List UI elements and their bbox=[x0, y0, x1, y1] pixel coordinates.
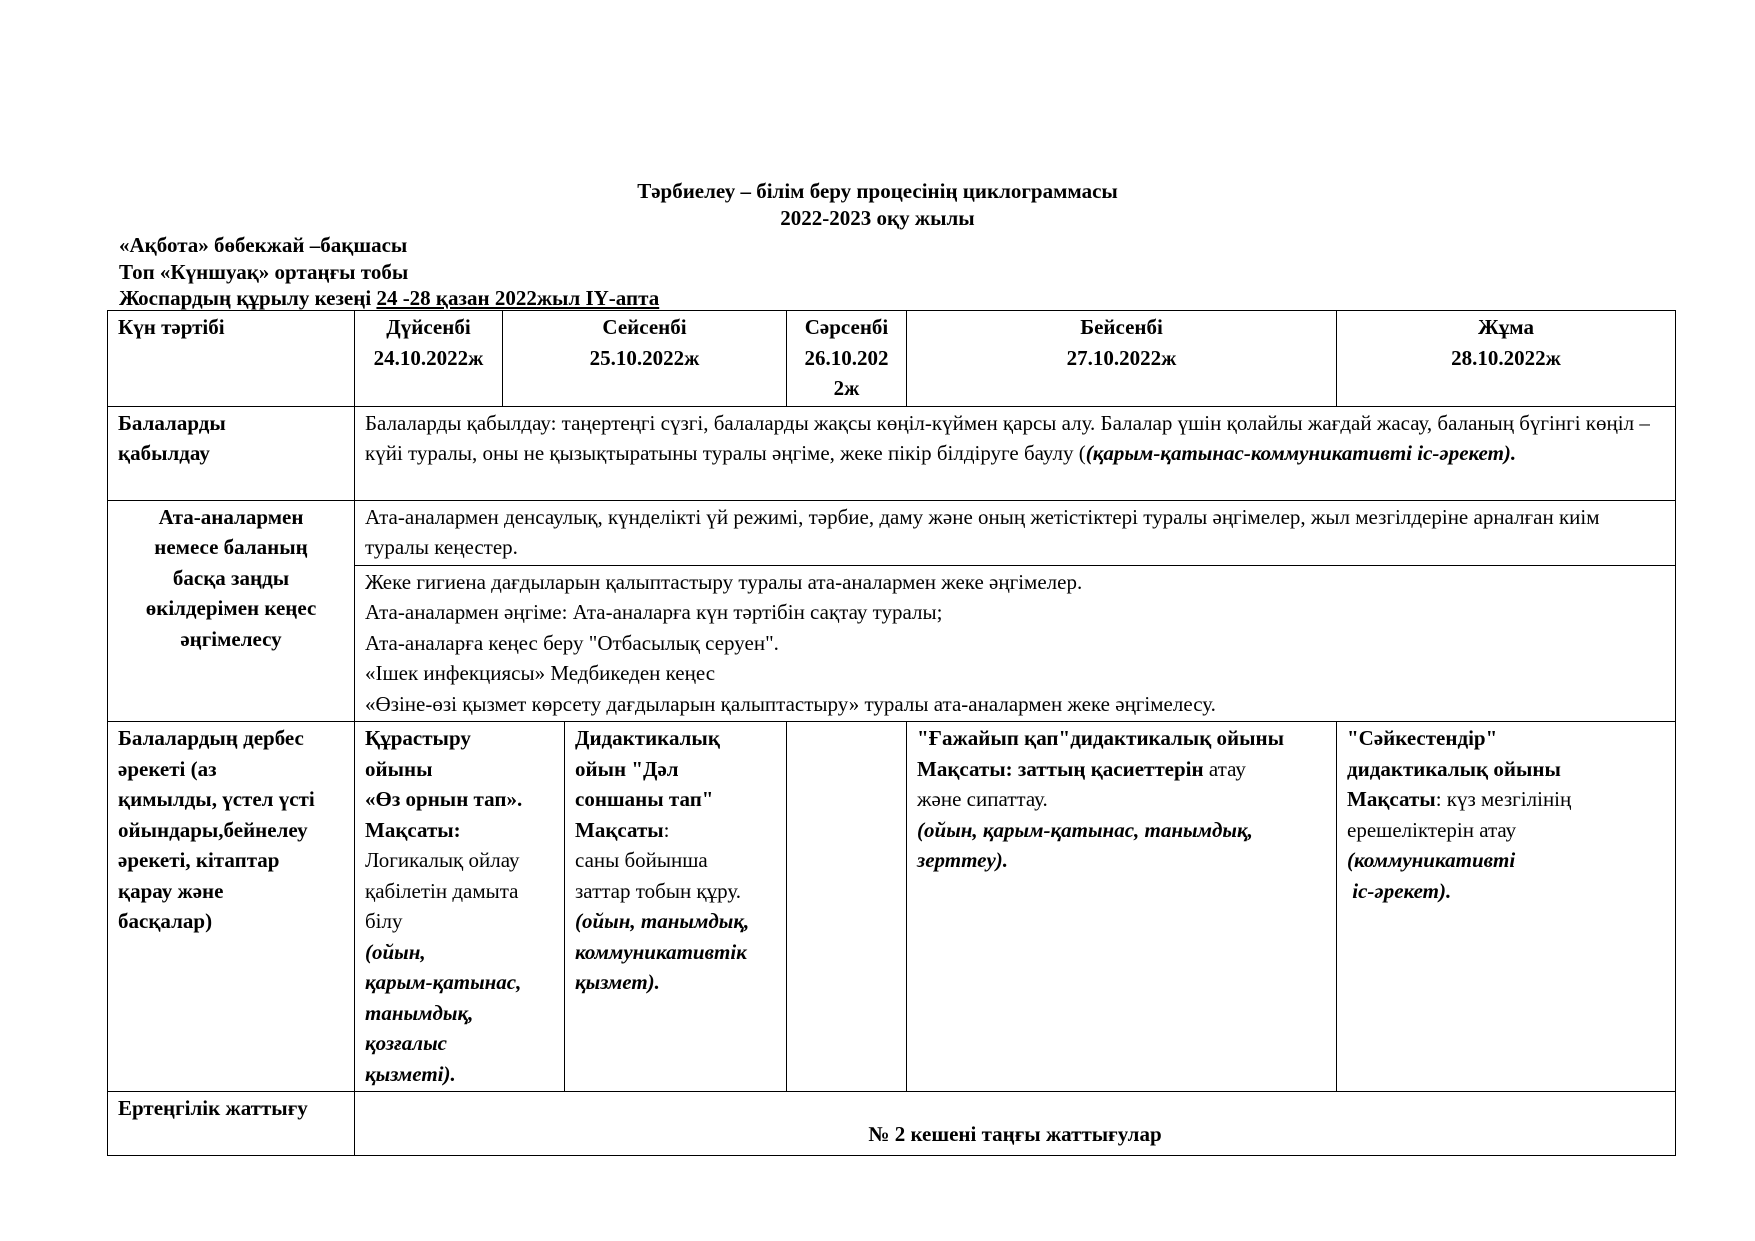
activity-title: ойын "Дәл bbox=[575, 756, 679, 781]
title-line-1: Тәрбиелеу – білім беру процесінің циклограммасы bbox=[637, 179, 1118, 203]
activity-wednesday bbox=[787, 722, 907, 1092]
parents-label bbox=[108, 500, 355, 722]
header-day-monday bbox=[355, 311, 503, 407]
day-name: Жұма bbox=[1478, 315, 1534, 339]
goal-text: ерешеліктерін атау bbox=[1347, 817, 1517, 842]
activity-title: "Ғажайып қап"дидактикалық ойыны bbox=[917, 726, 1285, 750]
day-name: Бейсенбі bbox=[1080, 315, 1163, 339]
list-item: «Ішек инфекциясы» Медбикеден кеңес bbox=[365, 661, 716, 685]
activity-title: соншаны тап" bbox=[575, 787, 714, 811]
goal-text: білу bbox=[365, 909, 403, 933]
reception-activity-type: (қарым-қатынас-коммуникативті іс-әрекет). bbox=[1085, 441, 1517, 465]
parents-row bbox=[108, 500, 1676, 722]
activity-type: коммуникативтік bbox=[575, 939, 747, 964]
activity-title: "Сәйкестендір" bbox=[1347, 726, 1498, 750]
activity-type: (ойын, танымдық, bbox=[575, 909, 750, 933]
label-line: қарау және bbox=[118, 878, 224, 903]
goal-colon: : bbox=[663, 817, 670, 842]
goal-text: : күз мезгілінің bbox=[1435, 787, 1572, 811]
reception-label bbox=[108, 406, 355, 500]
day-date: 25.10.2022ж bbox=[589, 345, 700, 370]
list-item: Ата-аналармен әңгіме: Ата-аналарға күн тәртібін сақтау туралы; bbox=[365, 600, 943, 624]
activity-title: «Өз орнын тап». bbox=[365, 787, 523, 811]
activity-tuesday bbox=[565, 722, 787, 1092]
exercise-row bbox=[108, 1092, 1676, 1156]
label-line: қабылдау bbox=[118, 441, 210, 465]
document-meta bbox=[119, 232, 659, 312]
activity-monday bbox=[355, 722, 565, 1092]
header-day-wednesday bbox=[787, 311, 907, 407]
activity-type: (ойын, қарым-қатынас, танымдық, bbox=[917, 817, 1253, 842]
activity-thursday bbox=[907, 722, 1337, 1092]
day-date: 28.10.2022ж bbox=[1451, 345, 1561, 370]
activity-type: зерттеу). bbox=[917, 848, 1009, 872]
goal-text: Логикалық ойлау bbox=[365, 848, 520, 872]
activity-type: (коммуникативті bbox=[1347, 848, 1516, 872]
goal-text: саны бойынша bbox=[575, 848, 708, 872]
label-line: әңгімелесу bbox=[180, 626, 282, 651]
goal-text: және сипаттау. bbox=[917, 787, 1048, 811]
list-item: «Өзіне-өзі қызмет көрсету дағдыларын қалыптастыру» туралы ата-аналармен жеке әңгімелесу. bbox=[365, 691, 1216, 716]
day-name: Сейсенбі bbox=[602, 315, 687, 339]
header-routine: Күн тәртібі bbox=[108, 311, 355, 407]
exercise-text: № 2 кешені таңғы жаттығулар bbox=[355, 1092, 1676, 1156]
goal-text: заттар тобын құру. bbox=[575, 878, 742, 903]
activity-title: Дидактикалық bbox=[575, 726, 720, 750]
period-value: 24 -28 қазан 2022жыл ІҮ-апта bbox=[376, 286, 660, 310]
activity-title: Құрастыру bbox=[365, 726, 471, 750]
planning-period bbox=[119, 285, 659, 312]
day-date: 24.10.2022ж bbox=[373, 345, 484, 370]
activity-type: іс-әрекет). bbox=[1347, 878, 1452, 903]
activity-title: ойыны bbox=[365, 756, 433, 781]
day-date: 27.10.2022ж bbox=[1066, 345, 1177, 370]
label-line: немесе баланың bbox=[154, 535, 308, 559]
activity-type: қозғалыс bbox=[365, 1031, 447, 1055]
goal-label: Мақсаты bbox=[1347, 787, 1436, 811]
activity-type: танымдық, bbox=[365, 1000, 474, 1025]
activity-type: (ойын, bbox=[365, 939, 426, 964]
period-label: Жоспардың құрылу кезеңі bbox=[119, 286, 377, 310]
activity-type: қызмет). bbox=[575, 970, 660, 994]
activity-type: қызметі). bbox=[365, 1061, 456, 1086]
parents-general-advice: Ата-аналармен денсаулық, күнделікті үй режимі, тәрбие, даму және оның жетістіктері туралы әңгімелер, жыл мезгілдеріне арналған киім туралы кеңестер. bbox=[355, 501, 1675, 566]
goal-text: қабілетін дамыта bbox=[365, 878, 519, 903]
label-line: Ата-аналармен bbox=[158, 504, 304, 529]
label-line: қимылды, үстел үсті bbox=[118, 787, 315, 811]
goal-label: Мақсаты: заттың қасиеттерін bbox=[917, 756, 1204, 781]
day-name: Дүйсенбі bbox=[386, 315, 471, 339]
list-item: Ата-аналарға кеңес беру "Отбасылық серуен". bbox=[365, 630, 779, 655]
header-day-thursday bbox=[907, 311, 1337, 407]
label-line: әрекеті (аз bbox=[118, 756, 217, 781]
list-item: Жеке гигиена дағдыларын қалыптастыру туралы ата-аналармен жеке әңгімелер. bbox=[365, 569, 1083, 594]
document-title bbox=[0, 178, 1755, 232]
reception-text bbox=[355, 406, 1676, 500]
activity-row bbox=[108, 722, 1676, 1092]
label-line: ойындары,бейнелеу bbox=[118, 817, 308, 842]
header-day-friday bbox=[1337, 311, 1676, 407]
header-day-tuesday bbox=[503, 311, 787, 407]
label-line: әрекеті, кітаптар bbox=[118, 848, 280, 872]
label-line: басқалар) bbox=[118, 909, 213, 933]
institution-name: «Ақбота» бөбекжай –бақшасы bbox=[119, 233, 408, 257]
goal-label: Мақсаты: bbox=[365, 817, 461, 842]
reception-row bbox=[108, 406, 1676, 500]
reception-description: Балаларды қабылдау: таңертеңгі сүзгі, балаларды жақсы көңіл-күймен қарсы алу. Балалар үшін қолайлы жағдай жасау, баланың бүгінгі көңіл – күйі туралы, оны не қызықтыратыны туралы әңгіме, жеке пікір білдіруге баулу ( bbox=[365, 410, 1650, 465]
parents-content bbox=[355, 500, 1676, 722]
label-line: Балалардың дербес bbox=[118, 726, 304, 750]
parents-consultation-list bbox=[355, 566, 1675, 722]
title-line-2: 2022-2023 оқу жылы bbox=[780, 206, 975, 230]
group-name: Топ «Күншуақ» ортаңғы тобы bbox=[119, 259, 409, 284]
day-date: 26.10.202 bbox=[804, 345, 889, 370]
day-date-cont: 2ж bbox=[833, 376, 860, 400]
table-header-row bbox=[108, 311, 1676, 407]
activity-type: қарым-қатынас, bbox=[365, 970, 522, 994]
label-line: өкілдерімен кеңес bbox=[145, 596, 317, 620]
label-line: Балаларды bbox=[118, 410, 226, 435]
day-name: Сәрсенбі bbox=[804, 315, 889, 339]
exercise-label: Ертеңгілік жаттығу bbox=[108, 1092, 355, 1156]
goal-label: Мақсаты bbox=[575, 817, 664, 842]
activity-title: дидактикалық ойыны bbox=[1347, 756, 1561, 781]
cyclogram-table bbox=[107, 310, 1676, 1156]
goal-text: атау bbox=[1203, 756, 1246, 781]
activity-label bbox=[108, 722, 355, 1092]
label-line: басқа заңды bbox=[172, 565, 290, 590]
activity-friday bbox=[1337, 722, 1676, 1092]
